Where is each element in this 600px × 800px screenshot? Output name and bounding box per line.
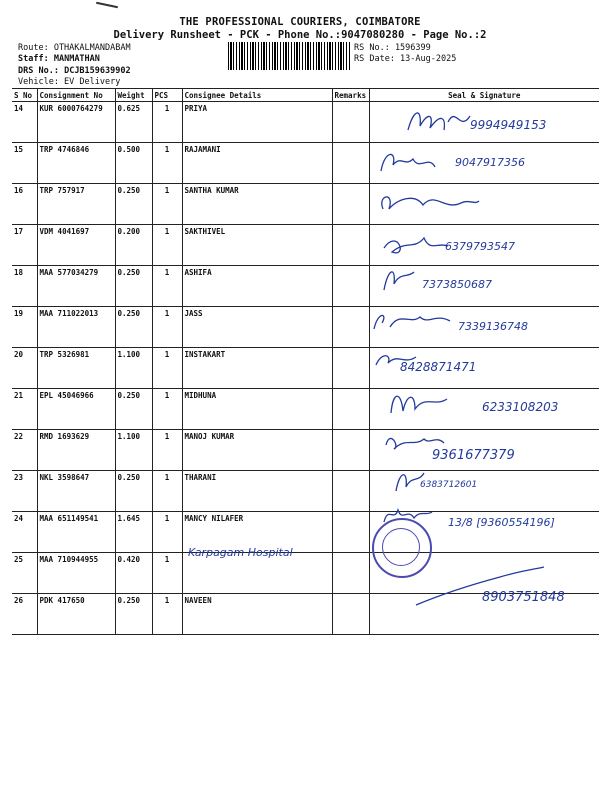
staff-value: MANMATHAN	[53, 54, 100, 64]
runsheet-table	[12, 88, 599, 635]
phone-row-22: 9361677379	[432, 448, 515, 463]
signature-cell	[369, 471, 599, 512]
weight-cell: 0.625	[115, 102, 152, 143]
phone-row-18: 7373850687	[422, 278, 492, 291]
remarks-cell	[332, 430, 369, 471]
sno-cell: 20	[12, 348, 37, 389]
pen-mark	[96, 2, 118, 9]
pcs-cell: 1	[152, 307, 182, 348]
pcs-cell: 1	[152, 553, 182, 594]
table-row	[12, 102, 599, 143]
col-remarks: Remarks	[332, 89, 369, 102]
consignment-cell: MAA 577034279	[37, 266, 115, 307]
consignee-cell: MIDHUNA	[182, 389, 332, 430]
pcs-cell: 1	[152, 184, 182, 225]
remarks-cell	[332, 225, 369, 266]
consignment-cell: MAA 651149541	[37, 512, 115, 553]
note-row-25: Karpagam Hospital	[188, 546, 293, 559]
col-sno: S No	[12, 89, 37, 102]
seal-stamp	[372, 518, 432, 578]
weight-cell: 0.250	[115, 266, 152, 307]
sno-cell: 22	[12, 430, 37, 471]
remarks-cell	[332, 594, 369, 635]
col-consignment: Consignment No	[37, 89, 115, 102]
remarks-cell	[332, 512, 369, 553]
table-row	[12, 184, 599, 225]
consignee-cell: JASS	[182, 307, 332, 348]
weight-cell: 0.250	[115, 471, 152, 512]
remarks-cell	[332, 471, 369, 512]
weight-cell: 0.250	[115, 594, 152, 635]
signature-cell	[369, 430, 599, 471]
table-row	[12, 225, 599, 266]
pcs-cell: 1	[152, 225, 182, 266]
consignee-cell: INSTAKART	[182, 348, 332, 389]
col-signature: Seal & Signature	[369, 89, 599, 102]
table-row	[12, 512, 599, 553]
consignment-cell: TRP 757917	[37, 184, 115, 225]
sno-cell: 17	[12, 225, 37, 266]
sno-cell: 19	[12, 307, 37, 348]
consignment-cell: TRP 5326981	[37, 348, 115, 389]
remarks-cell	[332, 307, 369, 348]
signature-cell	[369, 348, 599, 389]
consignee-cell: ASHIFA	[182, 266, 332, 307]
vehicle-text: Vehicle: EV Delivery	[18, 77, 121, 87]
sno-cell: 26	[12, 594, 37, 635]
sno-cell: 15	[12, 143, 37, 184]
sno-cell: 24	[12, 512, 37, 553]
pcs-cell: 1	[152, 594, 182, 635]
phone-row-21: 6233108203	[482, 400, 559, 414]
sno-cell: 16	[12, 184, 37, 225]
table-row	[12, 389, 599, 430]
phone-row-23: 6383712601	[420, 480, 478, 490]
col-pcs: PCS	[152, 89, 182, 102]
drs-value: DCJB159639902	[64, 66, 131, 76]
pcs-cell: 1	[152, 348, 182, 389]
consignment-cell: PDK 417650	[37, 594, 115, 635]
phone-row-20: 8428871471	[400, 360, 477, 374]
sno-cell: 25	[12, 553, 37, 594]
pcs-cell: 1	[152, 389, 182, 430]
remarks-cell	[332, 266, 369, 307]
remarks-cell	[332, 102, 369, 143]
weight-cell: 1.645	[115, 512, 152, 553]
phone-row-26: 8903751848	[482, 590, 565, 605]
pcs-cell: 1	[152, 430, 182, 471]
pcs-cell: 1	[152, 471, 182, 512]
weight-cell: 0.250	[115, 184, 152, 225]
remarks-cell	[332, 553, 369, 594]
consignment-cell: NKL 3598647	[37, 471, 115, 512]
pcs-cell: 1	[152, 102, 182, 143]
col-weight: Weight	[115, 89, 152, 102]
remarks-cell	[332, 389, 369, 430]
table-row	[12, 307, 599, 348]
phone-row-15: 9047917356	[455, 156, 525, 169]
consignee-cell: RAJAMANI	[182, 143, 332, 184]
phone-row-24: 13/8 [9360554196]	[448, 516, 555, 529]
table-row	[12, 594, 599, 635]
weight-cell: 1.100	[115, 348, 152, 389]
signature-cell	[369, 102, 599, 143]
signature-cell	[369, 307, 599, 348]
consignee-cell: PRIYA	[182, 102, 332, 143]
signature-cell	[369, 266, 599, 307]
rs-date: RS Date: 13-Aug-2025	[354, 54, 457, 64]
col-consignee: Consignee Details	[182, 89, 332, 102]
rs-number: RS No.: 1596399	[354, 43, 431, 53]
drs-line	[18, 66, 131, 76]
barcode	[228, 42, 350, 70]
staff-line	[18, 54, 100, 64]
pcs-cell: 1	[152, 143, 182, 184]
pcs-cell: 1	[152, 512, 182, 553]
sno-cell: 18	[12, 266, 37, 307]
phone-row-14: 9994949153	[470, 118, 547, 132]
signature-cell	[369, 225, 599, 266]
weight-cell: 0.500	[115, 143, 152, 184]
weight-cell: 0.250	[115, 389, 152, 430]
consignee-cell: SAKTHIVEL	[182, 225, 332, 266]
consignee-cell: SANTHA KUMAR	[182, 184, 332, 225]
consignee-cell	[182, 553, 332, 594]
weight-cell: 0.200	[115, 225, 152, 266]
remarks-cell	[332, 184, 369, 225]
weight-cell: 1.100	[115, 430, 152, 471]
consignee-cell: MANOJ KUMAR	[182, 430, 332, 471]
phone-row-19: 7339136748	[458, 320, 528, 333]
drs-label: DRS No.:	[18, 66, 59, 76]
table-row	[12, 471, 599, 512]
consignment-cell: EPL 45046966	[37, 389, 115, 430]
sno-cell: 14	[12, 102, 37, 143]
staff-label: Staff:	[18, 54, 49, 64]
document-title: THE PROFESSIONAL COURIERS, COIMBATORE	[179, 16, 421, 28]
sno-cell: 21	[12, 389, 37, 430]
signature-cell	[369, 389, 599, 430]
remarks-cell	[332, 348, 369, 389]
consignment-cell: MAA 710944955	[37, 553, 115, 594]
consignment-cell: RMD 1693629	[37, 430, 115, 471]
consignment-cell: MAA 711022013	[37, 307, 115, 348]
phone-row-17: 6379793547	[445, 240, 515, 253]
table-header-row	[12, 89, 599, 102]
signature-cell	[369, 594, 599, 635]
table-row	[12, 430, 599, 471]
weight-cell: 0.420	[115, 553, 152, 594]
table-row	[12, 553, 599, 594]
table-row	[12, 348, 599, 389]
table-row	[12, 143, 599, 184]
consignment-cell: TRP 4746846	[37, 143, 115, 184]
signature-cell	[369, 184, 599, 225]
signature-cell	[369, 143, 599, 184]
pcs-cell: 1	[152, 266, 182, 307]
document-subtitle: Delivery Runsheet - PCK - Phone No.:9047080280 - Page No.:2	[113, 29, 487, 41]
remarks-cell	[332, 143, 369, 184]
consignment-cell: VDM 4041697	[37, 225, 115, 266]
weight-cell: 0.250	[115, 307, 152, 348]
consignee-cell: MANCY NILAFER	[182, 512, 332, 553]
sno-cell: 23	[12, 471, 37, 512]
consignment-cell: KUR 6000764279	[37, 102, 115, 143]
consignee-cell: NAVEEN	[182, 594, 332, 635]
route-text: Route: OTHAKALMANDABAM	[18, 43, 131, 53]
consignee-cell: THARANI	[182, 471, 332, 512]
table-row	[12, 266, 599, 307]
